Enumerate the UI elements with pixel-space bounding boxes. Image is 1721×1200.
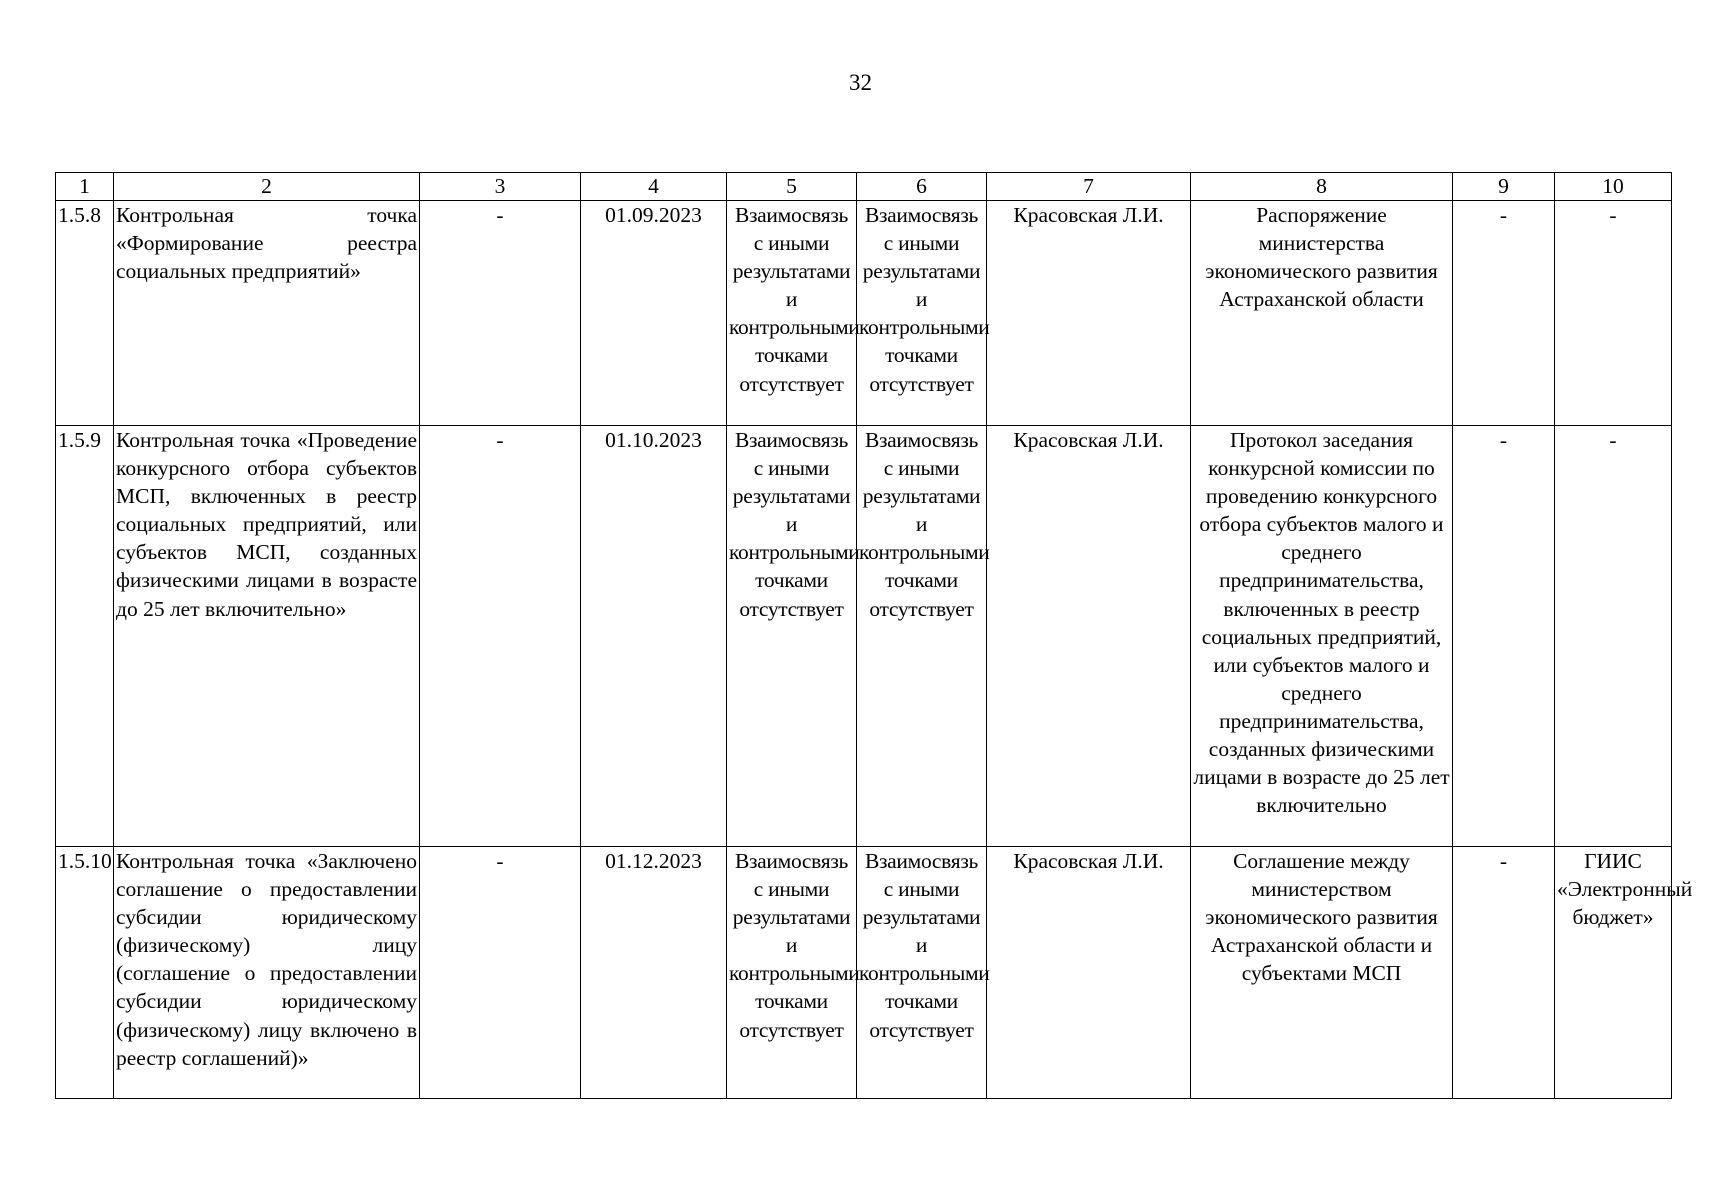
- column-header: 8: [1191, 173, 1453, 201]
- table-row: [56, 201, 1672, 426]
- column-header: 6: [857, 173, 987, 201]
- deadline-date: 01.10.2023: [581, 426, 727, 847]
- table-row: [56, 847, 1672, 1099]
- row-number: 1.5.8: [56, 201, 114, 426]
- cell-col5: Взаимосвязь с иными результатами и контрольными точками отсутствует: [727, 847, 857, 1099]
- cell-col9: -: [1453, 201, 1555, 426]
- cell-col10: ГИИС «Электронный бюджет»: [1555, 847, 1672, 1099]
- responsible-person: Красовская Л.И.: [987, 201, 1191, 426]
- confirming-document: Протокол заседания конкурсной комиссии по проведению конкурсного отбора субъектов малого и среднего предпринимательства, включенных в реестр социальных предприятий, или субъектов малого и среднего предпринимательства, созданных физическими лицами в возрасте до 25 лет включительно: [1191, 426, 1453, 847]
- cell-col10: -: [1555, 426, 1672, 847]
- responsible-person: Красовская Л.И.: [987, 847, 1191, 1099]
- deadline-date: 01.09.2023: [581, 201, 727, 426]
- cell-col5: Взаимосвязь с иными результатами и контрольными точками отсутствует: [727, 201, 857, 426]
- row-number: 1.5.10: [56, 847, 114, 1099]
- column-header: 1: [56, 173, 114, 201]
- column-header: 2: [114, 173, 420, 201]
- confirming-document: Распоряжение министерства экономического развития Астраханской области: [1191, 201, 1453, 426]
- table-row: [56, 426, 1672, 847]
- cell-col6: Взаимосвязь с иными результатами и контрольными точками отсутствует: [857, 201, 987, 426]
- column-header: 10: [1555, 173, 1672, 201]
- page-number: 32: [849, 70, 872, 95]
- column-header: 3: [420, 173, 581, 201]
- cell-col3: -: [420, 201, 581, 426]
- checkpoint-name: Контрольная точка «Проведение конкурсного отбора субъектов МСП, включенных в реестр социальных предприятий, или субъектов МСП, созданных физическими лицами в возрасте до 25 лет включительно»: [114, 426, 420, 847]
- row-number: 1.5.9: [56, 426, 114, 847]
- cell-col3: -: [420, 847, 581, 1099]
- cell-col5: Взаимосвязь с иными результатами и контрольными точками отсутствует: [727, 426, 857, 847]
- cell-col9: -: [1453, 426, 1555, 847]
- cell-col10: -: [1555, 201, 1672, 426]
- column-header: 5: [727, 173, 857, 201]
- responsible-person: Красовская Л.И.: [987, 426, 1191, 847]
- cell-col3: -: [420, 426, 581, 847]
- cell-col6: Взаимосвязь с иными результатами и контрольными точками отсутствует: [857, 426, 987, 847]
- cell-col9: -: [1453, 847, 1555, 1099]
- header-row: [56, 173, 1672, 201]
- deadline-date: 01.12.2023: [581, 847, 727, 1099]
- cell-col6: Взаимосвязь с иными результатами и контрольными точками отсутствует: [857, 847, 987, 1099]
- confirming-document: Соглашение между министерством экономического развития Астраханской области и субъектами МСП: [1191, 847, 1453, 1099]
- column-header: 7: [987, 173, 1191, 201]
- checkpoint-name: Контрольная точка «Заключено соглашение о предоставлении субсидии юридическому (физическому) лицу (соглашение о предоставлении субсидии юридическому (физическому) лицу включено в реестр соглашений)»: [114, 847, 420, 1099]
- plan-table: [55, 172, 1693, 1099]
- column-header: 4: [581, 173, 727, 201]
- checkpoint-name: Контрольная точка «Формирование реестра социальных предприятий»: [114, 201, 420, 426]
- column-header: 9: [1453, 173, 1555, 201]
